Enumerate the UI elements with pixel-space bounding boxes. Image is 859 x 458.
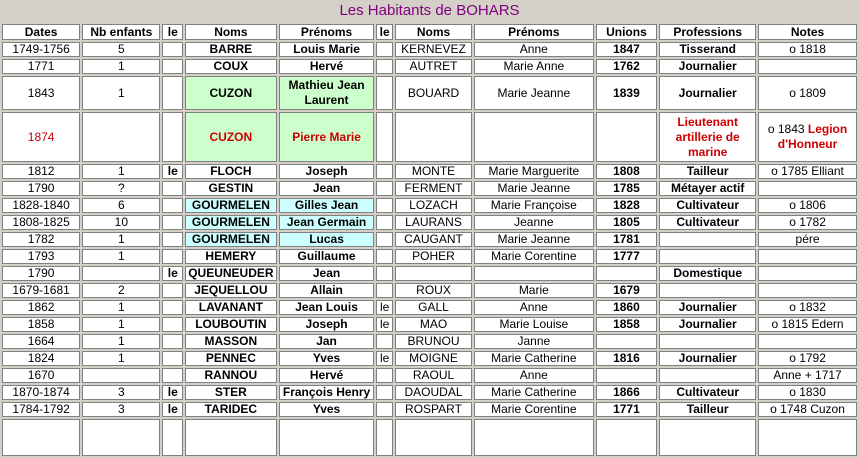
- le2-cell: [376, 164, 392, 179]
- le-cell: [162, 249, 183, 264]
- nom-cell: HEMERY: [185, 249, 277, 264]
- union-cell: 1808: [596, 164, 658, 179]
- prenom2-cell: Marie Marguerite: [474, 164, 593, 179]
- nb-enfants-cell: 5: [82, 42, 160, 57]
- nom-cell: CUZON: [185, 112, 277, 162]
- notes-cell: pére: [758, 232, 857, 247]
- profession-cell: Journalier: [659, 300, 756, 315]
- nom-cell: RANNOU: [185, 368, 277, 383]
- header-le-2: le: [376, 24, 392, 40]
- empty-cell: [279, 419, 375, 456]
- nom2-cell: [395, 266, 472, 281]
- table-row: [2, 266, 857, 281]
- union-cell: 1847: [596, 42, 658, 57]
- dates-cell: 1808-1825: [2, 215, 80, 230]
- notes-cell: o 1809: [758, 76, 857, 110]
- prenom-cell: Gilles Jean: [279, 198, 375, 213]
- nb-enfants-cell: 10: [82, 215, 160, 230]
- nb-enfants-cell: 1: [82, 249, 160, 264]
- profession-cell: Journalier: [659, 76, 756, 110]
- nom2-cell: AUTRET: [395, 59, 472, 74]
- empty-cell: [162, 419, 183, 456]
- le-cell: [162, 76, 183, 110]
- notes-cell: o 1785 Elliant: [758, 164, 857, 179]
- le2-cell: le: [376, 317, 392, 332]
- header-nb-enfants: Nb enfants: [82, 24, 160, 40]
- prenom-cell: Yves: [279, 351, 375, 366]
- table-row: [2, 249, 857, 264]
- le-cell: [162, 112, 183, 162]
- le-cell: [162, 59, 183, 74]
- nom-cell: CUZON: [185, 76, 277, 110]
- dates-cell: 1862: [2, 300, 80, 315]
- dates-cell: 1664: [2, 334, 80, 349]
- prenom2-cell: Marie Catherine: [474, 351, 593, 366]
- habitants-table: [0, 22, 859, 458]
- prenom-cell: Hervé: [279, 59, 375, 74]
- le2-cell: [376, 368, 392, 383]
- page-title: Les Habitants de BOHARS: [339, 2, 520, 19]
- notes-cell: [758, 334, 857, 349]
- le2-cell: [376, 402, 392, 417]
- nom-cell: GOURMELEN: [185, 215, 277, 230]
- prenom2-cell: Anne: [474, 368, 593, 383]
- profession-cell: Tailleur: [659, 164, 756, 179]
- union-cell: 1679: [596, 283, 658, 298]
- nom-cell: JEQUELLOU: [185, 283, 277, 298]
- table-row: [2, 181, 857, 196]
- le2-cell: [376, 266, 392, 281]
- profession-cell: Domestique: [659, 266, 756, 281]
- profession-cell: [659, 249, 756, 264]
- profession-cell: Cultivateur: [659, 215, 756, 230]
- nom-cell: PENNEC: [185, 351, 277, 366]
- le2-cell: [376, 76, 392, 110]
- nom-cell: QUEUNEUDER: [185, 266, 277, 281]
- nb-enfants-cell: ?: [82, 181, 160, 196]
- nom2-cell: LOZACH: [395, 198, 472, 213]
- dates-cell: 1790: [2, 181, 80, 196]
- profession-cell: [659, 232, 756, 247]
- notes-cell: o 1832: [758, 300, 857, 315]
- union-cell: 1860: [596, 300, 658, 315]
- header-prenoms-2: Prénoms: [474, 24, 593, 40]
- nb-enfants-cell: 2: [82, 283, 160, 298]
- dates-cell: 1749-1756: [2, 42, 80, 57]
- profession-cell: [659, 283, 756, 298]
- empty-cell: [395, 419, 472, 456]
- notes-cell: [758, 59, 857, 74]
- nom2-cell: CAUGANT: [395, 232, 472, 247]
- profession-cell: Journalier: [659, 351, 756, 366]
- header-le: le: [162, 24, 183, 40]
- nb-enfants-cell: 1: [82, 351, 160, 366]
- prenom2-cell: Janne: [474, 334, 593, 349]
- nom2-cell: DAOUDAL: [395, 385, 472, 400]
- empty-cell: [596, 419, 658, 456]
- dates-cell: 1670: [2, 368, 80, 383]
- prenom2-cell: Marie Anne: [474, 59, 593, 74]
- table-row: [2, 232, 857, 247]
- empty-cell: [185, 419, 277, 456]
- nom2-cell: LAURANS: [395, 215, 472, 230]
- nb-enfants-cell: [82, 266, 160, 281]
- empty-cell: [758, 419, 857, 456]
- nb-enfants-cell: 1: [82, 334, 160, 349]
- le-cell: le: [162, 266, 183, 281]
- nb-enfants-cell: 1: [82, 300, 160, 315]
- nom2-cell: MAO: [395, 317, 472, 332]
- nom2-cell: ROSPART: [395, 402, 472, 417]
- profession-cell: Cultivateur: [659, 385, 756, 400]
- notes-cell: [758, 181, 857, 196]
- dates-cell: 1843: [2, 76, 80, 110]
- prenom-cell: Joseph: [279, 164, 375, 179]
- le-cell: [162, 351, 183, 366]
- prenom-cell: Jan: [279, 334, 375, 349]
- nom2-cell: BRUNOU: [395, 334, 472, 349]
- empty-cell: [82, 419, 160, 456]
- table-row: [2, 164, 857, 179]
- prenom-cell: Jean Germain: [279, 215, 375, 230]
- dates-cell: 1793: [2, 249, 80, 264]
- dates-cell: 1790: [2, 266, 80, 281]
- table-row: [2, 334, 857, 349]
- blank-row: [2, 419, 857, 456]
- dates-cell: 1782: [2, 232, 80, 247]
- prenom-cell: Lucas: [279, 232, 375, 247]
- prenom2-cell: Marie Jeanne: [474, 181, 593, 196]
- le-cell: [162, 198, 183, 213]
- prenom-cell: Guillaume: [279, 249, 375, 264]
- union-cell: 1805: [596, 215, 658, 230]
- table-row: [2, 300, 857, 315]
- nom-cell: LAVANANT: [185, 300, 277, 315]
- empty-cell: [659, 419, 756, 456]
- nb-enfants-cell: 3: [82, 385, 160, 400]
- profession-cell: [659, 368, 756, 383]
- le-cell: [162, 215, 183, 230]
- union-cell: 1839: [596, 76, 658, 110]
- profession-cell: Tisserand: [659, 42, 756, 57]
- profession-cell: Journalier: [659, 317, 756, 332]
- prenom2-cell: Marie Catherine: [474, 385, 593, 400]
- table-row: [2, 351, 857, 366]
- le-cell: [162, 300, 183, 315]
- dates-cell: 1784-1792: [2, 402, 80, 417]
- table-row: [2, 317, 857, 332]
- nom-cell: GESTIN: [185, 181, 277, 196]
- union-cell: [596, 368, 658, 383]
- table-row: [2, 385, 857, 400]
- nom-cell: GOURMELEN: [185, 232, 277, 247]
- union-cell: 1771: [596, 402, 658, 417]
- nom2-cell: [395, 112, 472, 162]
- dates-cell: 1824: [2, 351, 80, 366]
- dates-cell: 1679-1681: [2, 283, 80, 298]
- nom-cell: LOUBOUTIN: [185, 317, 277, 332]
- profession-cell: Cultivateur: [659, 198, 756, 213]
- nb-enfants-cell: [82, 368, 160, 383]
- dates-cell: 1812: [2, 164, 80, 179]
- prenom2-cell: Marie Françoise: [474, 198, 593, 213]
- le-cell: le: [162, 385, 183, 400]
- empty-cell: [376, 419, 392, 456]
- dates-cell: 1828-1840: [2, 198, 80, 213]
- nom2-cell: POHER: [395, 249, 472, 264]
- le-cell: [162, 283, 183, 298]
- profession-cell: Journalier: [659, 59, 756, 74]
- prenom2-cell: Marie Corentine: [474, 249, 593, 264]
- nom2-cell: MONTE: [395, 164, 472, 179]
- nom2-cell: MOIGNE: [395, 351, 472, 366]
- nom-cell: MASSON: [185, 334, 277, 349]
- le2-cell: [376, 42, 392, 57]
- le2-cell: [376, 249, 392, 264]
- table-row: [2, 283, 857, 298]
- nom2-cell: FERMENT: [395, 181, 472, 196]
- prenom-cell: Jean: [279, 181, 375, 196]
- prenom-cell: Pierre Marie: [279, 112, 375, 162]
- nom-cell: TARIDEC: [185, 402, 277, 417]
- table-row: [2, 59, 857, 74]
- header-prenoms: Prénoms: [279, 24, 375, 40]
- nom-cell: GOURMELEN: [185, 198, 277, 213]
- notes-cell: [758, 266, 857, 281]
- le2-cell: [376, 59, 392, 74]
- le2-cell: le: [376, 300, 392, 315]
- prenom2-cell: Marie Jeanne: [474, 232, 593, 247]
- profession-cell: Lieutenant artillerie de marine: [659, 112, 756, 162]
- union-cell: 1762: [596, 59, 658, 74]
- nom-cell: BARRE: [185, 42, 277, 57]
- union-cell: 1785: [596, 181, 658, 196]
- header-row: [2, 24, 857, 40]
- header-professions: Professions: [659, 24, 756, 40]
- union-cell: 1816: [596, 351, 658, 366]
- le2-cell: [376, 112, 392, 162]
- notes-cell: o 1748 Cuzon: [758, 402, 857, 417]
- table-row: [2, 368, 857, 383]
- nom2-cell: GALL: [395, 300, 472, 315]
- prenom2-cell: Jeanne: [474, 215, 593, 230]
- prenom2-cell: Anne: [474, 300, 593, 315]
- notes-cell: [758, 249, 857, 264]
- union-cell: [596, 334, 658, 349]
- prenom2-cell: Anne: [474, 42, 593, 57]
- le2-cell: [376, 232, 392, 247]
- header-dates: Dates: [2, 24, 80, 40]
- union-cell: [596, 112, 658, 162]
- nom2-cell: KERNEVEZ: [395, 42, 472, 57]
- prenom2-cell: Marie Corentine: [474, 402, 593, 417]
- table-row: [2, 76, 857, 110]
- header-unions: Unions: [596, 24, 658, 40]
- le-cell: le: [162, 402, 183, 417]
- le-cell: [162, 181, 183, 196]
- nb-enfants-cell: 1: [82, 164, 160, 179]
- le2-cell: [376, 181, 392, 196]
- profession-cell: Tailleur: [659, 402, 756, 417]
- union-cell: [596, 266, 658, 281]
- union-cell: 1866: [596, 385, 658, 400]
- notes-cell: o 1806: [758, 198, 857, 213]
- nom2-cell: BOUARD: [395, 76, 472, 110]
- union-cell: 1777: [596, 249, 658, 264]
- le2-cell: le: [376, 351, 392, 366]
- notes-cell: Anne + 1717: [758, 368, 857, 383]
- le-cell: le: [162, 164, 183, 179]
- union-cell: 1781: [596, 232, 658, 247]
- union-cell: 1828: [596, 198, 658, 213]
- table-row: [2, 42, 857, 57]
- notes-cell: o 1782: [758, 215, 857, 230]
- prenom-cell: Jean Louis: [279, 300, 375, 315]
- nom-cell: FLOCH: [185, 164, 277, 179]
- notes-cell: o 1792: [758, 351, 857, 366]
- le2-cell: [376, 334, 392, 349]
- prenom-cell: Allain: [279, 283, 375, 298]
- prenom2-cell: Marie: [474, 283, 593, 298]
- empty-cell: [474, 419, 593, 456]
- profession-cell: [659, 334, 756, 349]
- empty-cell: [2, 419, 80, 456]
- dates-cell: 1870-1874: [2, 385, 80, 400]
- prenom-cell: François Henry: [279, 385, 375, 400]
- prenom2-cell: [474, 112, 593, 162]
- le2-cell: [376, 385, 392, 400]
- le-cell: [162, 334, 183, 349]
- nom-cell: COUX: [185, 59, 277, 74]
- header-noms-2: Noms: [395, 24, 472, 40]
- prenom-cell: Hervé: [279, 368, 375, 383]
- prenom2-cell: Marie Louise: [474, 317, 593, 332]
- notes-cell: [758, 283, 857, 298]
- notes-cell: o 1830: [758, 385, 857, 400]
- prenom2-cell: [474, 266, 593, 281]
- prenom-cell: Louis Marie: [279, 42, 375, 57]
- prenom2-cell: Marie Jeanne: [474, 76, 593, 110]
- le2-cell: [376, 283, 392, 298]
- nb-enfants-cell: 1: [82, 59, 160, 74]
- dates-cell: 1874: [2, 112, 80, 162]
- notes-cell: o 1843 Legion d'Honneur: [758, 112, 857, 162]
- le-cell: [162, 368, 183, 383]
- table-row: [2, 198, 857, 213]
- prenom-cell: Yves: [279, 402, 375, 417]
- le2-cell: [376, 198, 392, 213]
- header-notes: Notes: [758, 24, 857, 40]
- profession-cell: Métayer actif: [659, 181, 756, 196]
- prenom-cell: Mathieu Jean Laurent: [279, 76, 375, 110]
- prenom-cell: Jean: [279, 266, 375, 281]
- notes-cell: o 1815 Edern: [758, 317, 857, 332]
- le-cell: [162, 232, 183, 247]
- nom2-cell: RAOUL: [395, 368, 472, 383]
- le-cell: [162, 317, 183, 332]
- legion-honneur-note: Legion d'Honneur: [777, 122, 848, 151]
- le-cell: [162, 42, 183, 57]
- header-noms: Noms: [185, 24, 277, 40]
- nb-enfants-cell: 6: [82, 198, 160, 213]
- nb-enfants-cell: 1: [82, 76, 160, 110]
- nb-enfants-cell: 1: [82, 317, 160, 332]
- notes-cell: o 1818: [758, 42, 857, 57]
- dates-cell: 1771: [2, 59, 80, 74]
- table-row: [2, 112, 857, 162]
- table-row: [2, 402, 857, 417]
- nom-cell: STER: [185, 385, 277, 400]
- le2-cell: [376, 215, 392, 230]
- nb-enfants-cell: 3: [82, 402, 160, 417]
- union-cell: 1858: [596, 317, 658, 332]
- nb-enfants-cell: 1: [82, 232, 160, 247]
- table-row: [2, 215, 857, 230]
- dates-cell: 1858: [2, 317, 80, 332]
- prenom-cell: Joseph: [279, 317, 375, 332]
- nom2-cell: ROUX: [395, 283, 472, 298]
- nb-enfants-cell: [82, 112, 160, 162]
